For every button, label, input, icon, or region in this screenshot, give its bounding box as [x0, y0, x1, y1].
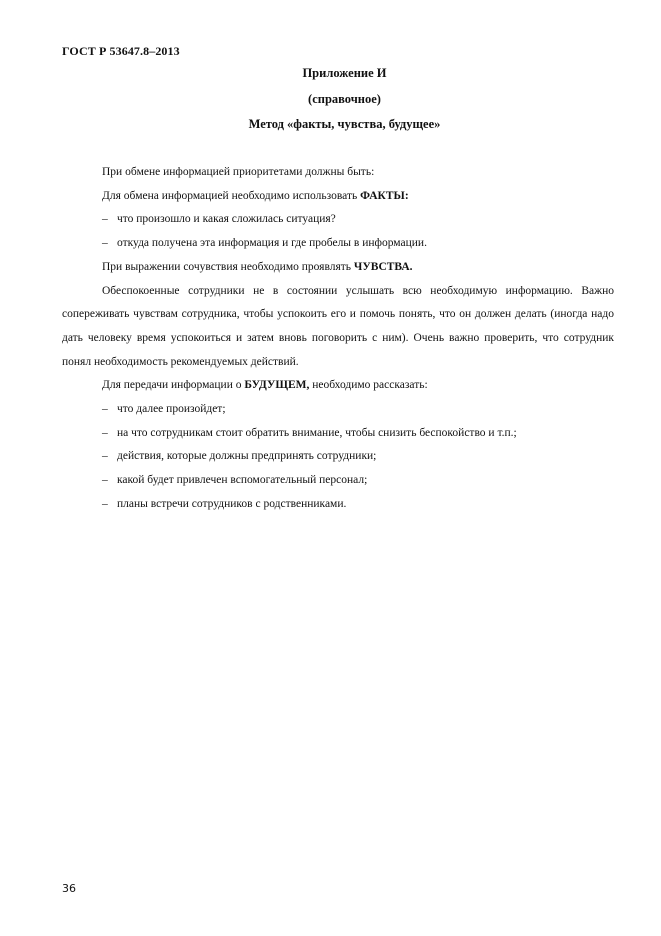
list-item-text: действия, которые должны предпринять сотрудники;: [117, 450, 377, 463]
list-item-text: откуда получена эта информация и где пробелы в информации.: [117, 237, 427, 250]
facts-paragraph: [62, 185, 614, 209]
feelings-lead: При выражении сочувствия необходимо проявлять: [102, 260, 354, 273]
list-item: [62, 232, 614, 256]
list-item-text: что далее произойдет;: [117, 403, 226, 416]
body-text: [62, 161, 614, 517]
feelings-keyword: ЧУВСТВА.: [353, 260, 413, 273]
feelings-lead-paragraph: [62, 256, 614, 280]
list-item: [62, 208, 614, 232]
dash-marker: –: [102, 497, 108, 510]
future-lead: Для передачи информации о: [102, 379, 245, 392]
list-item: [62, 398, 614, 422]
appendix-subtitle: (справочное): [308, 92, 381, 106]
list-item: [62, 469, 614, 493]
dash-marker: –: [102, 403, 108, 416]
dash-marker: –: [102, 450, 108, 463]
future-paragraph: [62, 374, 614, 398]
document-code: ГОСТ Р 53647.8–2013: [62, 44, 180, 58]
dash-marker: –: [102, 474, 108, 487]
list-item: [62, 445, 614, 469]
feelings-paragraph: Обеспокоенные сотрудники не в состоянии услышать всю необходимую информацию. Важно сопереживать чувствам сотрудника, чтобы успокоить его и помочь понять, что он должен делать (иногда надо дать человеку время успокоиться и затем вновь поговорить с ним). Очень важно проверить, что сотрудник понял необходимость рекомендуемых действий.: [62, 284, 614, 368]
dash-marker: –: [102, 213, 108, 226]
list-item: [62, 493, 614, 517]
facts-lead: Для обмена информацией необходимо использовать: [102, 189, 361, 202]
future-keyword: БУДУЩЕМ,: [244, 379, 310, 392]
dash-marker: –: [102, 426, 108, 439]
dash-marker: –: [102, 237, 108, 250]
appendix-title: Приложение И: [302, 66, 387, 80]
list-item-text: планы встречи сотрудников с родственниками.: [117, 497, 347, 510]
method-title: Метод «факты, чувства, будущее»: [248, 117, 441, 131]
list-item-text: что произошло и какая сложилась ситуация?: [117, 213, 336, 226]
intro-paragraph: При обмене информацией приоритетами должны быть:: [102, 166, 375, 178]
list-item-text: какой будет привлечен вспомогательный персонал;: [117, 474, 368, 487]
list-item: [62, 422, 614, 446]
facts-keyword: ФАКТЫ:: [360, 189, 409, 202]
list-item-text: на что сотрудникам стоит обратить внимание, чтобы снизить беспокойство и т.п.;: [117, 426, 517, 439]
future-tail: необходимо рассказать:: [309, 379, 428, 392]
page-number: 36: [62, 882, 76, 895]
